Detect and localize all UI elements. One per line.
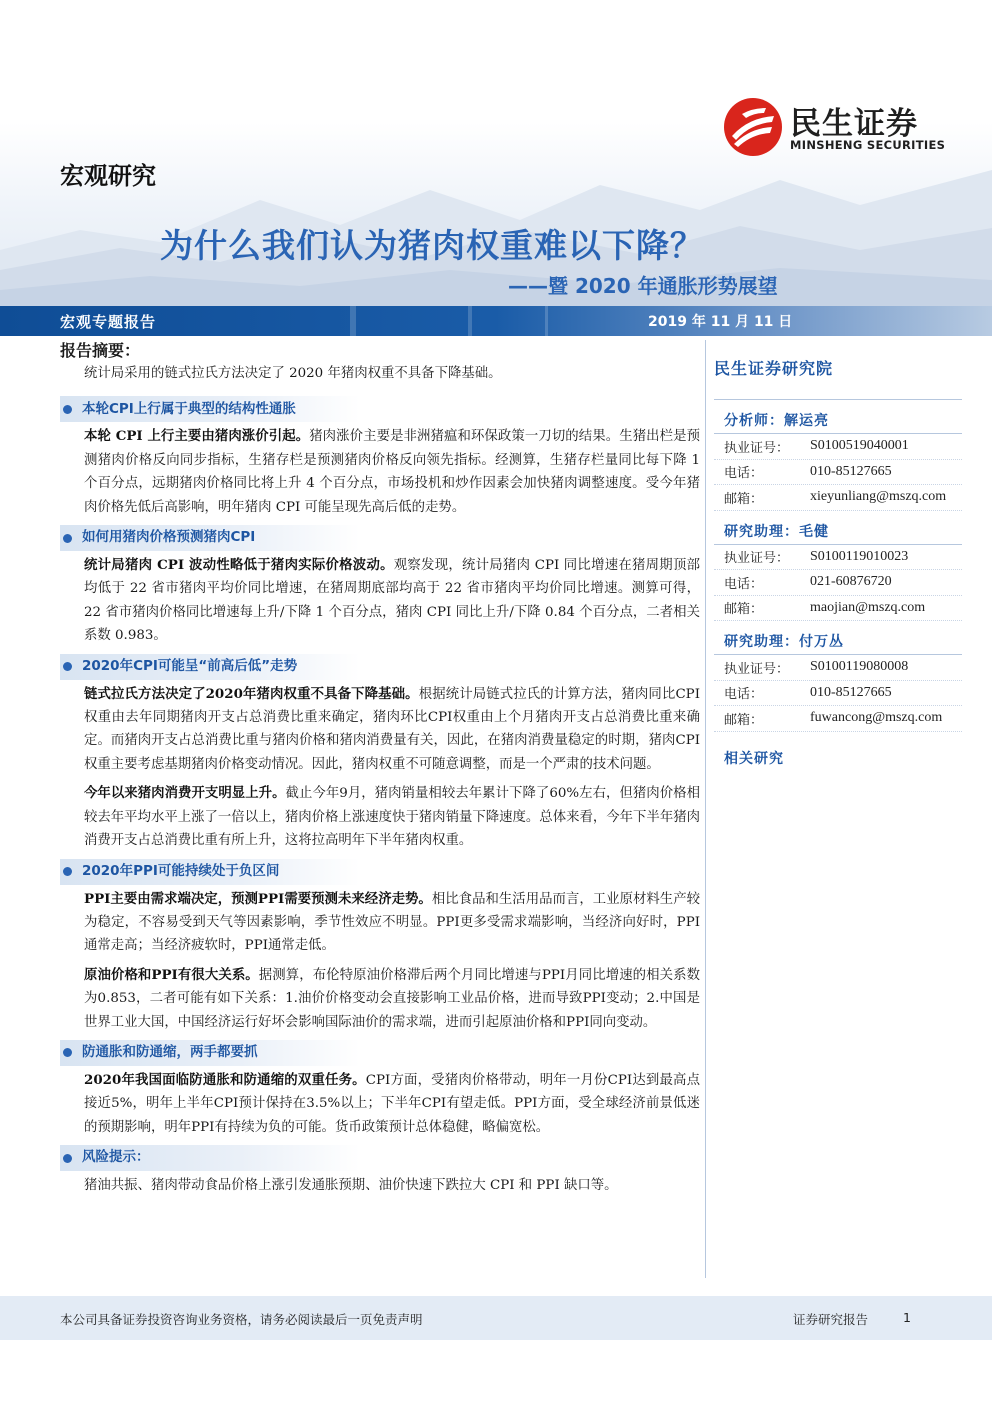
logo-chinese: 民生证券: [790, 106, 918, 142]
abstract-intro: 统计局采用的链式拉氏方法决定了 2020 年猪肉权重不具备下降基础。: [84, 366, 502, 381]
analyst-phone-row: [714, 570, 962, 596]
analyst-license-row: [714, 655, 962, 681]
sidebar-divider: [714, 399, 962, 400]
field-label: 电话：: [724, 576, 764, 592]
section-paragraph: [60, 782, 700, 852]
logo-english: MINSHENG SECURITIES: [790, 138, 946, 152]
email-address[interactable]: fuwancong@mszq.com: [810, 710, 943, 726]
analyst-license-row: [714, 434, 962, 460]
analyst-name: 分析师：解运亮: [714, 404, 962, 434]
abstract-column: [60, 340, 700, 1198]
section-paragraph: [60, 554, 700, 648]
paragraph-lead: 原油价格和PPI有很大关系。: [84, 966, 259, 983]
phone-number: 021-60876720: [810, 574, 892, 590]
section-paragraph: [60, 425, 700, 519]
paragraph-body: CPI方面，受猪肉价格带动，明年一月份CPI达到最高点接近5%，明年上半年CPI预计保持在3.5%以上；下半年CPI有望走低。PPI方面，受全球经济前景低迷的预期影响，明年PPI有持续为负的可能。货币政策预计总体稳健，略偏宽松。: [84, 1072, 700, 1135]
bullet-icon: [63, 405, 72, 414]
bullet-icon: [63, 534, 72, 543]
report-header: [0, 0, 992, 306]
bullet-icon: [63, 1048, 72, 1057]
company-logo: [722, 96, 962, 160]
analyst-email-row: [714, 706, 962, 732]
bar-stripe: [350, 306, 356, 336]
paragraph-body: 根据统计局链式拉氏的计算方法，猪肉同比CPI权重由去年同期猪肉开支占总消费比重来确定，猪肉环比CPI权重由上个月猪肉开支占总消费比重来确定。而猪肉开支占总消费比重与猪肉价格和猪肉消费量有关，因此，在猪肉消费量稳定的时期，猪肉CPI权重主要考虑基期猪肉价格变动情况。因此，猪肉权重不可随意调整，而是一个严肃的技术问题。: [84, 686, 700, 772]
section-paragraph: [60, 964, 700, 1034]
section-paragraph: [60, 888, 700, 958]
bullet-icon: [63, 662, 72, 671]
paragraph-lead: 链式拉氏方法决定了2020年猪肉权重不具备下降基础。: [84, 685, 419, 702]
section-heading-text: 本轮CPI上行属于典型的结构性通胀: [82, 400, 296, 417]
analyst-name: 研究助理：毛健: [714, 515, 962, 545]
paragraph-lead: 2020年我国面临防通胀和防通缩的双重任务。: [84, 1071, 366, 1088]
email-address[interactable]: maojian@mszq.com: [810, 599, 926, 615]
page-number: 1: [903, 1310, 911, 1325]
bar-stripe: [545, 306, 548, 336]
risk-heading: [60, 1145, 360, 1171]
analyst-name: 研究助理：付万丛: [714, 625, 962, 655]
paragraph-body: 猪肉涨价主要是非洲猪瘟和环保政策一刀切的结果。生猪出栏是预测猪肉价格反向同步指标，生猪存栏是预测猪肉价格反向领先指标。经测算，生猪存栏量同比每下降 1 个百分点，远期猪肉价格同比将上升 4 个百分点，市场投机和炒作因素会加快猪肉调整速度。受今年猪肉价格先低后高影响，明年猪肉 CPI 可能呈现先高后低的走势。: [84, 429, 700, 515]
analyst-phone-row: [714, 460, 962, 486]
report-type: 宏观专题报告: [60, 313, 157, 331]
report-category: 宏观研究: [60, 162, 156, 190]
paragraph-lead: 今年以来猪肉消费开支明显上升。: [84, 785, 286, 802]
risk-text: 猪油共振、猪肉带动食品价格上涨引发通胀预期、油价快速下跌拉大 CPI 和 PPI 缺口等。: [84, 1178, 618, 1194]
report-type-bar: [0, 306, 992, 336]
analyst-card: [714, 515, 962, 622]
page-footer: [0, 1296, 992, 1340]
abstract-label: 报告摘要：: [60, 341, 141, 360]
analyst-email-row: [714, 596, 962, 622]
paragraph-body: 相比食品和生活用品而言，工业原材料生产较为稳定，不容易受到天气等因素影响，季节性效应不明显。PPI更多受需求端影响，当经济向好时，PPI通常走高；当经济疲软时，PPI通常走低。: [84, 891, 701, 954]
section-heading: [60, 1040, 360, 1066]
report-subtitle: ——暨 2020 年通胀形势展望: [508, 274, 778, 298]
research-institute: 民生证券研究院: [714, 359, 834, 378]
license-number: S0100119080008: [810, 659, 909, 675]
field-label: 邮箱：: [724, 712, 764, 728]
paragraph-body: 观察发现，统计局猪肉 CPI 同比增速在猪周期顶部均低于 22 省市猪肉平均价同比增速，在猪周期底部均高于 22 省市猪肉平均价同比增速。测算可得，22 省市猪肉价格同比增速每上升/下降 1 个百分点，猪肉 CPI 同比上升/下降 0.84 个百分点，二者相关系数 0.983。: [84, 558, 700, 644]
phone-number: 010-85127665: [810, 684, 892, 700]
section-heading-text: 2020年CPI可能呈“前高后低”走势: [82, 657, 298, 674]
email-address[interactable]: xieyunliang@mszq.com: [810, 489, 947, 505]
footer-disclaimer: 本公司具备证券投资咨询业务资格，请务必阅读最后一页免责声明: [60, 1312, 423, 1327]
report-date: 2019 年 11 月 11 日: [648, 314, 793, 330]
license-number: S0100519040001: [810, 438, 909, 454]
analyst-email-row: [714, 485, 962, 511]
field-label: 电话：: [724, 466, 764, 482]
footer-doc-type: 证券研究报告: [793, 1312, 869, 1327]
bar-stripe: [468, 306, 472, 336]
section-heading-text: 2020年PPI可能持续处于负区间: [82, 862, 280, 879]
section-paragraph: [60, 1069, 700, 1139]
field-label: 执业证号：: [724, 661, 790, 677]
section-paragraph: [60, 683, 700, 777]
paragraph-lead: PPI主要由需求端决定，预测PPI需要预测未来经济走势。: [84, 890, 432, 907]
section-heading: [60, 396, 360, 422]
field-label: 执业证号：: [724, 440, 790, 456]
field-label: 电话：: [724, 687, 764, 703]
report-title: 为什么我们认为猪肉权重难以下降？: [160, 226, 704, 265]
field-label: 邮箱：: [724, 491, 764, 507]
paragraph-body: 截止今年9月，猪肉销量相较去年累计下降了60%左右，但猪肉价格相较去年平均水平上涨了一倍以上，猪肉价格上涨速度快于猪肉销量下降速度。总体来看，今年下半年猪肉消费开支占总消费比重有所上升，这将拉高明年下半年猪肉权重。: [84, 786, 701, 849]
section-heading: [60, 525, 360, 551]
column-divider: [705, 340, 706, 1278]
paragraph-lead: 本轮 CPI 上行主要由猪肉涨价引起。: [84, 428, 310, 445]
analyst-card: [714, 404, 962, 511]
risk-heading-text: 风险提示：: [82, 1149, 150, 1166]
section-heading-text: 防通胀和防通缩，两手都要抓: [82, 1044, 258, 1061]
license-number: S0100119010023: [810, 548, 909, 564]
analyst-card: [714, 625, 962, 732]
minsheng-logo-icon: [722, 96, 784, 158]
analyst-phone-row: [714, 681, 962, 707]
paragraph-lead: 统计局猪肉 CPI 波动性略低于猪肉实际价格波动。: [84, 557, 394, 574]
bullet-icon: [63, 1154, 72, 1163]
paragraph-body: 据测算，布伦特原油价格滞后两个月同比增速与PPI月同比增速的相关系数为0.853，二者可能有如下关系：1.油价价格变动会直接影响工业品价格，进而导致PPI变动；2.中国是世界工业大国，中国经济运行好坏会影响国际油价的需求端，进而引起原油价格和PPI同向变动。: [84, 967, 700, 1030]
phone-number: 010-85127665: [810, 463, 892, 479]
field-label: 邮箱：: [724, 602, 764, 618]
analyst-sidebar: [714, 340, 962, 768]
bullet-icon: [63, 867, 72, 876]
analyst-license-row: [714, 545, 962, 571]
section-heading: [60, 859, 360, 885]
related-research: 相关研究: [724, 750, 784, 767]
section-heading: [60, 654, 360, 680]
field-label: 执业证号：: [724, 551, 790, 567]
section-heading-text: 如何用猪肉价格预测猪肉CPI: [82, 529, 256, 546]
